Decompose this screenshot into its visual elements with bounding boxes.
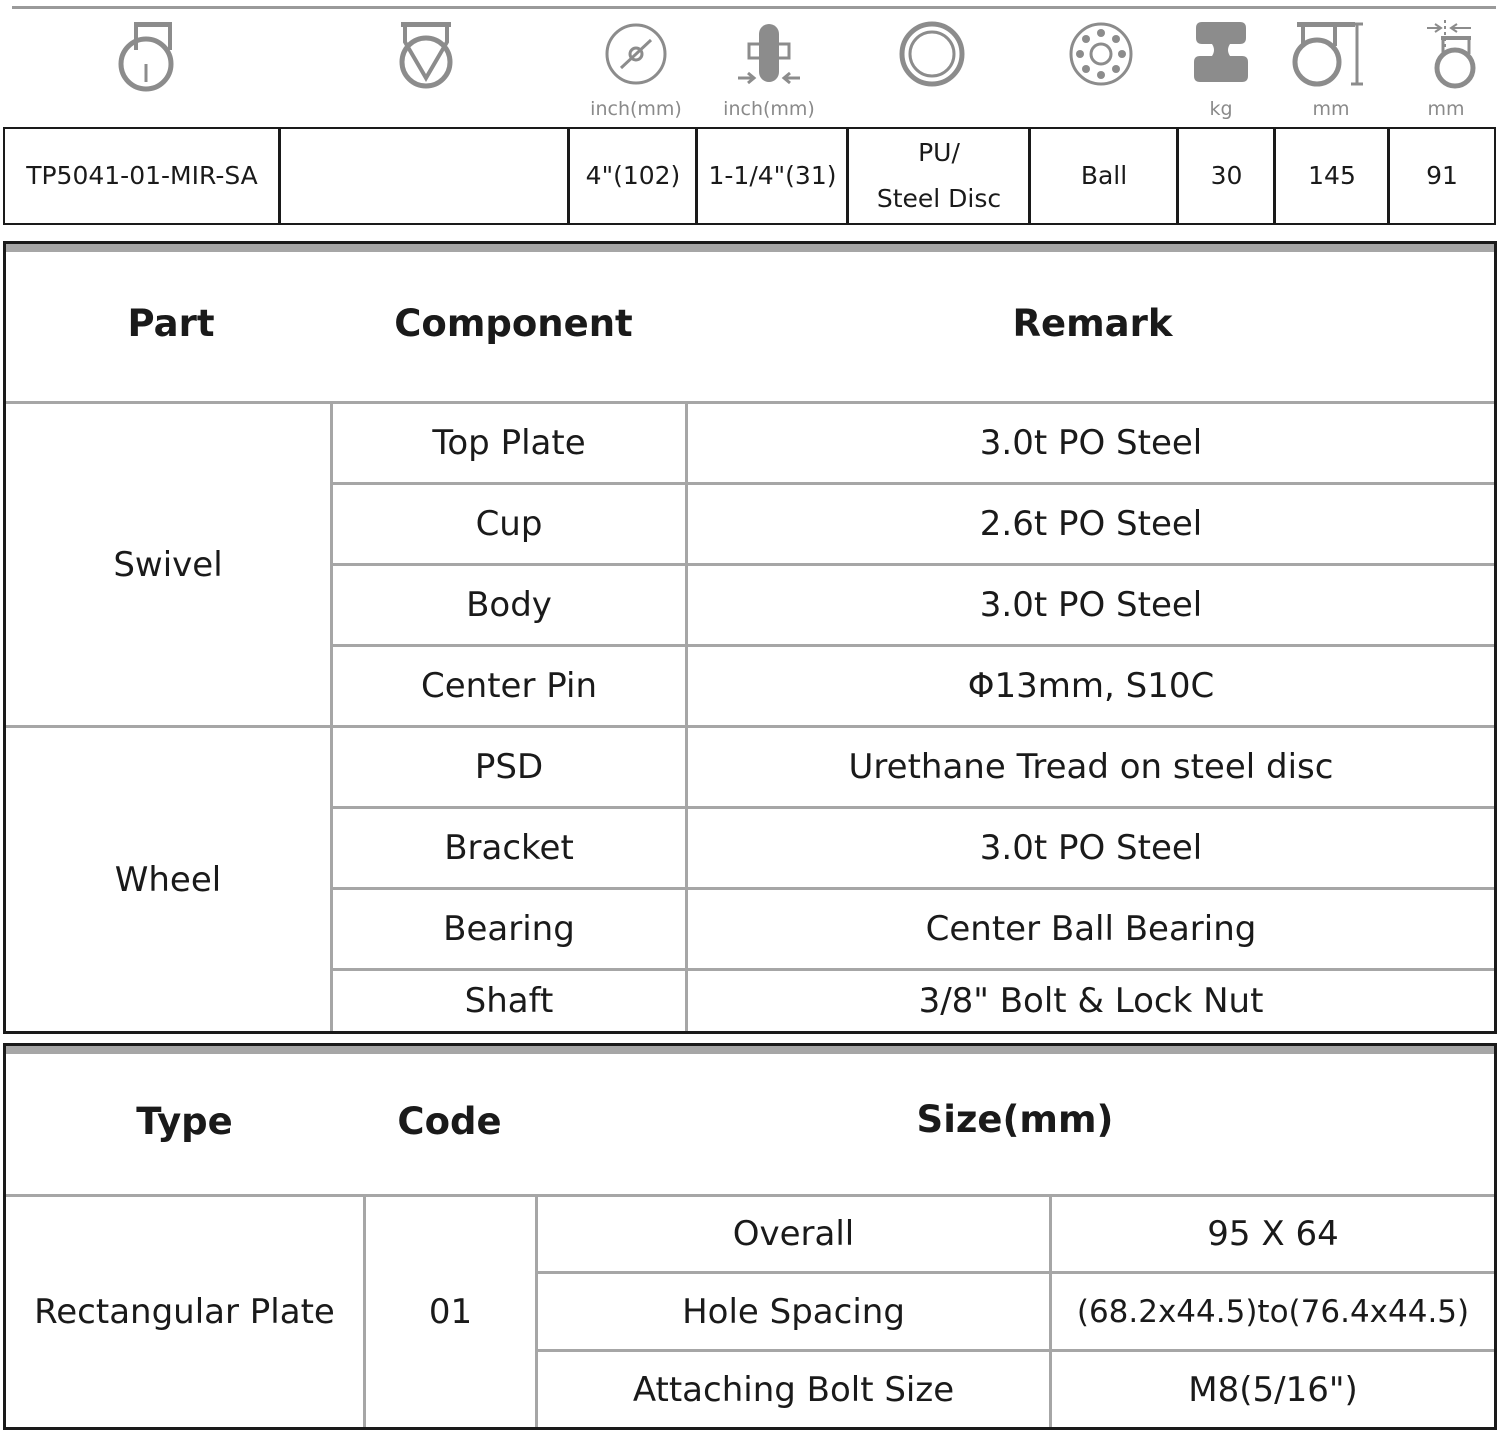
load-capacity-header <box>1166 14 1276 126</box>
component-top-plate: Top Plate <box>432 423 586 463</box>
remark-center-pin: Φ13mm, S10C <box>967 666 1215 706</box>
plate-table <box>3 1043 1497 1430</box>
wheel-diameter-value: 4"(102) <box>585 161 681 190</box>
remark-shaft: 3/8" Bolt & Lock Nut <box>918 981 1264 1021</box>
swivel-caster-icon <box>116 20 186 92</box>
load-capacity-value: 30 <box>1210 161 1243 190</box>
part-swivel: Swivel <box>113 544 223 585</box>
wheel-diameter-icon <box>601 20 671 92</box>
material-line-1: PU/ <box>918 138 960 167</box>
bearing-icon <box>1066 20 1136 92</box>
unit-label: inch(mm) <box>723 98 815 120</box>
tread-material-value <box>849 129 1029 223</box>
unit-label: inch(mm) <box>590 98 682 120</box>
remark-cup: 2.6t PO Steel <box>979 504 1203 544</box>
overall-height-value: 145 <box>1308 161 1356 190</box>
header-component: Component <box>394 302 633 345</box>
panel-top-rule <box>6 1046 1494 1054</box>
load-capacity-icon <box>1186 20 1256 92</box>
material-line-2: Steel Disc <box>876 184 1002 213</box>
overall-height-icon <box>1291 20 1371 92</box>
remark-psd: Urethane Tread on steel disc <box>848 747 1334 787</box>
plate-type: Rectangular Plate <box>34 1292 335 1332</box>
wheel-width-icon <box>734 20 804 92</box>
rigid-caster-icon <box>391 20 461 92</box>
blank-cell <box>281 129 568 223</box>
part-wheel: Wheel <box>114 859 222 900</box>
component-bracket: Bracket <box>444 828 574 868</box>
component-psd: PSD <box>474 747 544 787</box>
remark-body: 3.0t PO Steel <box>979 585 1203 625</box>
component-cup: Cup <box>475 504 543 544</box>
remark-bearing: Center Ball Bearing <box>925 909 1257 949</box>
size-label-hole-spacing: Hole Spacing <box>682 1291 905 1332</box>
tread-material-icon <box>897 20 967 92</box>
component-bearing: Bearing <box>443 909 575 949</box>
wheel-diameter-header <box>581 14 691 126</box>
top-rule <box>12 6 1496 9</box>
bearing-value: Ball <box>1080 161 1128 190</box>
component-body: Body <box>466 585 552 625</box>
swivel-caster-header <box>96 14 206 126</box>
plate-code: 01 <box>428 1292 473 1332</box>
unit-label: mm <box>1427 98 1465 120</box>
header-size: Size(mm) <box>916 1098 1114 1141</box>
size-value-overall: 95 X 64 <box>1207 1214 1339 1254</box>
model-number: TP5041-01-MIR-SA <box>26 161 258 190</box>
size-value-bolt-size: M8(5/16") <box>1188 1369 1358 1410</box>
size-label-overall: Overall <box>732 1214 855 1254</box>
spec-row <box>3 127 1496 225</box>
swivel-radius-header <box>1391 14 1500 126</box>
wheel-width-value: 1-1/4"(31) <box>708 161 837 190</box>
header-code: Code <box>397 1100 502 1143</box>
tread-material-header <box>877 14 987 126</box>
component-table <box>3 241 1497 1034</box>
header-type: Type <box>136 1100 233 1143</box>
header-remark: Remark <box>1012 302 1173 345</box>
remark-bracket: 3.0t PO Steel <box>979 828 1203 868</box>
component-shaft: Shaft <box>464 981 554 1021</box>
wheel-width-header <box>714 14 824 126</box>
remark-top-plate: 3.0t PO Steel <box>979 423 1203 463</box>
size-value-hole-spacing: (68.2x44.5)to(76.4x44.5) <box>1076 1293 1470 1330</box>
size-label-bolt-size: Attaching Bolt Size <box>632 1369 955 1410</box>
bearing-header <box>1046 14 1156 126</box>
unit-label: mm <box>1312 98 1350 120</box>
header-part: Part <box>127 302 215 345</box>
component-center-pin: Center Pin <box>421 666 597 706</box>
overall-height-header <box>1276 14 1386 126</box>
swivel-radius-icon <box>1411 20 1481 92</box>
swivel-radius-value: 91 <box>1426 161 1458 190</box>
panel-top-rule <box>6 244 1494 252</box>
rigid-caster-header <box>371 14 481 126</box>
unit-label: kg <box>1209 98 1233 120</box>
